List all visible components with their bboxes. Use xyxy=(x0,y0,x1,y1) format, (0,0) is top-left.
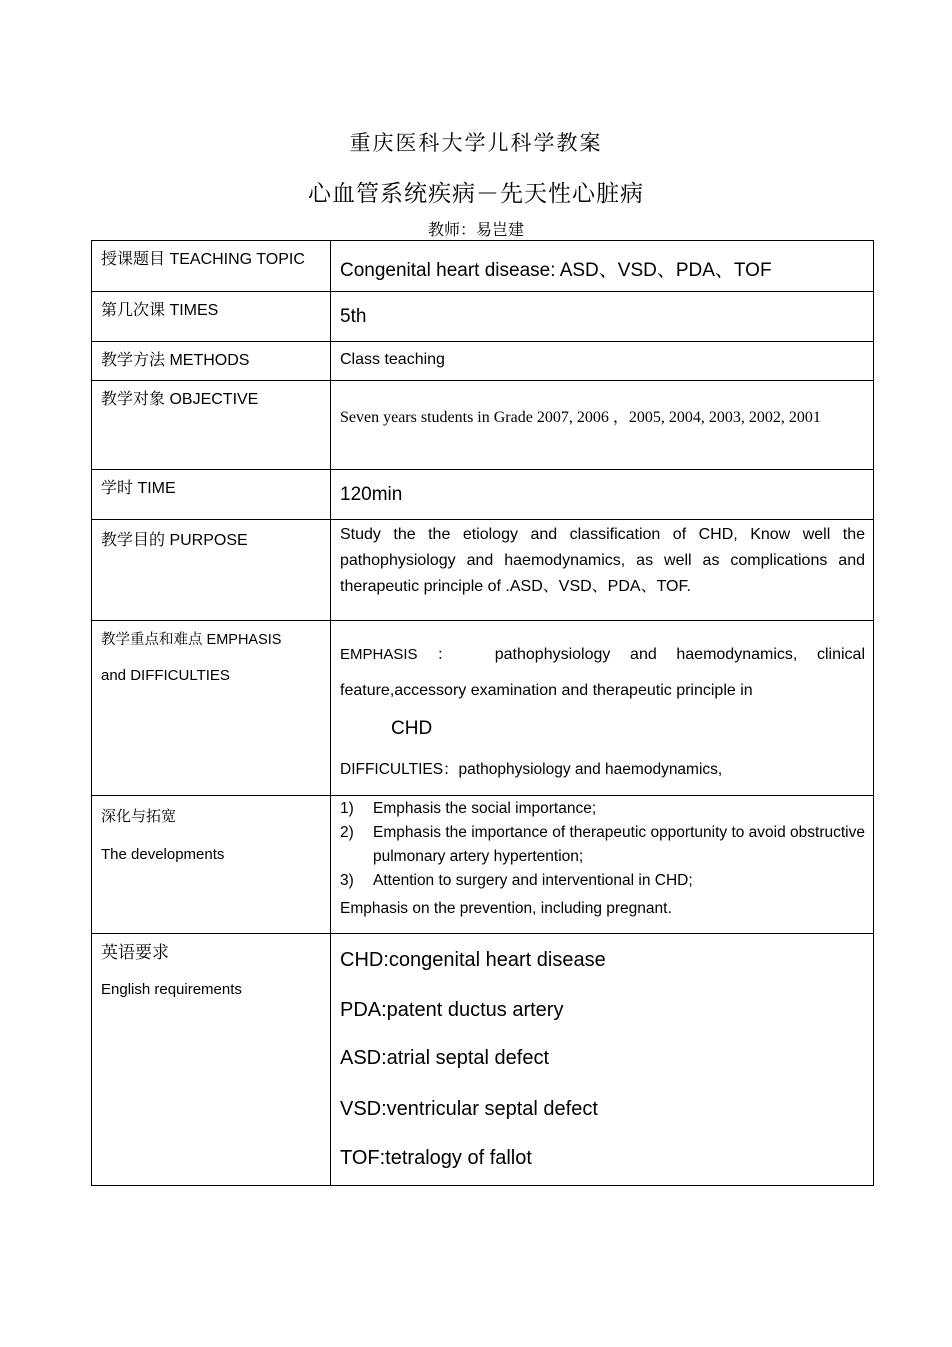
emphasis-tail: CHD xyxy=(391,718,433,739)
label-purpose: 教学目的 PURPOSE xyxy=(92,520,331,621)
value-methods: Class teaching xyxy=(340,351,445,368)
label-english-cn: 英语要求 xyxy=(101,943,169,962)
course-title: 心血管系统疾病－先天性心脏病 xyxy=(308,180,644,206)
developments-list xyxy=(340,797,865,893)
term-asd: ASD:atrial septal defect xyxy=(340,1047,549,1069)
row-developments xyxy=(92,796,874,934)
value-objective: Seven years students in Grade 2007, 2006 ，2005, 2004, 2003, 2002, 2001 xyxy=(340,409,821,426)
term-tof: TOF:tetralogy of fallot xyxy=(340,1147,532,1169)
term-chd: CHD:congenital heart disease xyxy=(340,949,606,971)
list-item: 2) Emphasis the importance of therapeutic opportunity to avoid obstructive pulmonary artery hypertention; xyxy=(340,824,865,865)
list-item: 1) Emphasis the social importance; xyxy=(340,800,597,817)
list-item: 3) Attention to surgery and interventional in CHD; xyxy=(340,872,693,889)
term-vsd: VSD:ventricular septal defect xyxy=(340,1098,598,1120)
label-time: 学时 TIME xyxy=(92,470,331,520)
label-english-en: English requirements xyxy=(101,981,242,998)
value-purpose: Study the the etiology and classification of CHD, Know well the pathophysiology and haemodynamics, as well as complications and therapeutic principle of .ASD、VSD、PDA、TOF. xyxy=(340,526,865,595)
row-objective xyxy=(92,381,874,470)
emphasis-body: pathophysiology and haemodynamics, clinical feature,accessory examination and therapeutic principle in xyxy=(340,646,865,699)
school-title: 重庆医科大学儿科学教案 xyxy=(349,132,603,155)
label-methods: 教学方法 METHODS xyxy=(92,342,331,381)
emphasis-text xyxy=(340,621,865,709)
developments-closing: Emphasis on the prevention, including pregnant. xyxy=(340,900,672,917)
lesson-plan-table xyxy=(91,240,874,1186)
row-purpose xyxy=(92,520,874,621)
row-times xyxy=(92,292,874,342)
emphasis-prefix: EMPHASIS ： xyxy=(340,646,468,663)
label-times: 第几次课 TIMES xyxy=(92,292,331,342)
label-developments-cn: 深化与拓宽 xyxy=(101,808,177,825)
label-objective: 教学对象 OBJECTIVE xyxy=(92,381,331,470)
label-developments-en: The developments xyxy=(101,846,225,863)
teacher-line: 教师：易岂建 xyxy=(427,222,524,239)
difficulties-text: DIFFICULTIES：pathophysiology and haemodynamics, xyxy=(340,761,723,778)
label-topic: 授课题目 TEACHING TOPIC xyxy=(92,241,331,292)
row-emphasis xyxy=(92,621,874,796)
row-english xyxy=(92,934,874,1186)
term-pda: PDA:patent ductus artery xyxy=(340,999,564,1021)
row-methods xyxy=(92,342,874,381)
label-emphasis: 教学重点和难点 EMPHASIS xyxy=(101,632,282,648)
label-difficulties: and DIFFICULTIES xyxy=(101,667,230,684)
value-times: 5th xyxy=(340,306,367,327)
value-time: 120min xyxy=(340,484,403,505)
row-topic xyxy=(92,241,874,292)
row-time xyxy=(92,470,874,520)
value-topic: Congenital heart disease: ASD、VSD、PDA、TOF xyxy=(340,260,772,281)
